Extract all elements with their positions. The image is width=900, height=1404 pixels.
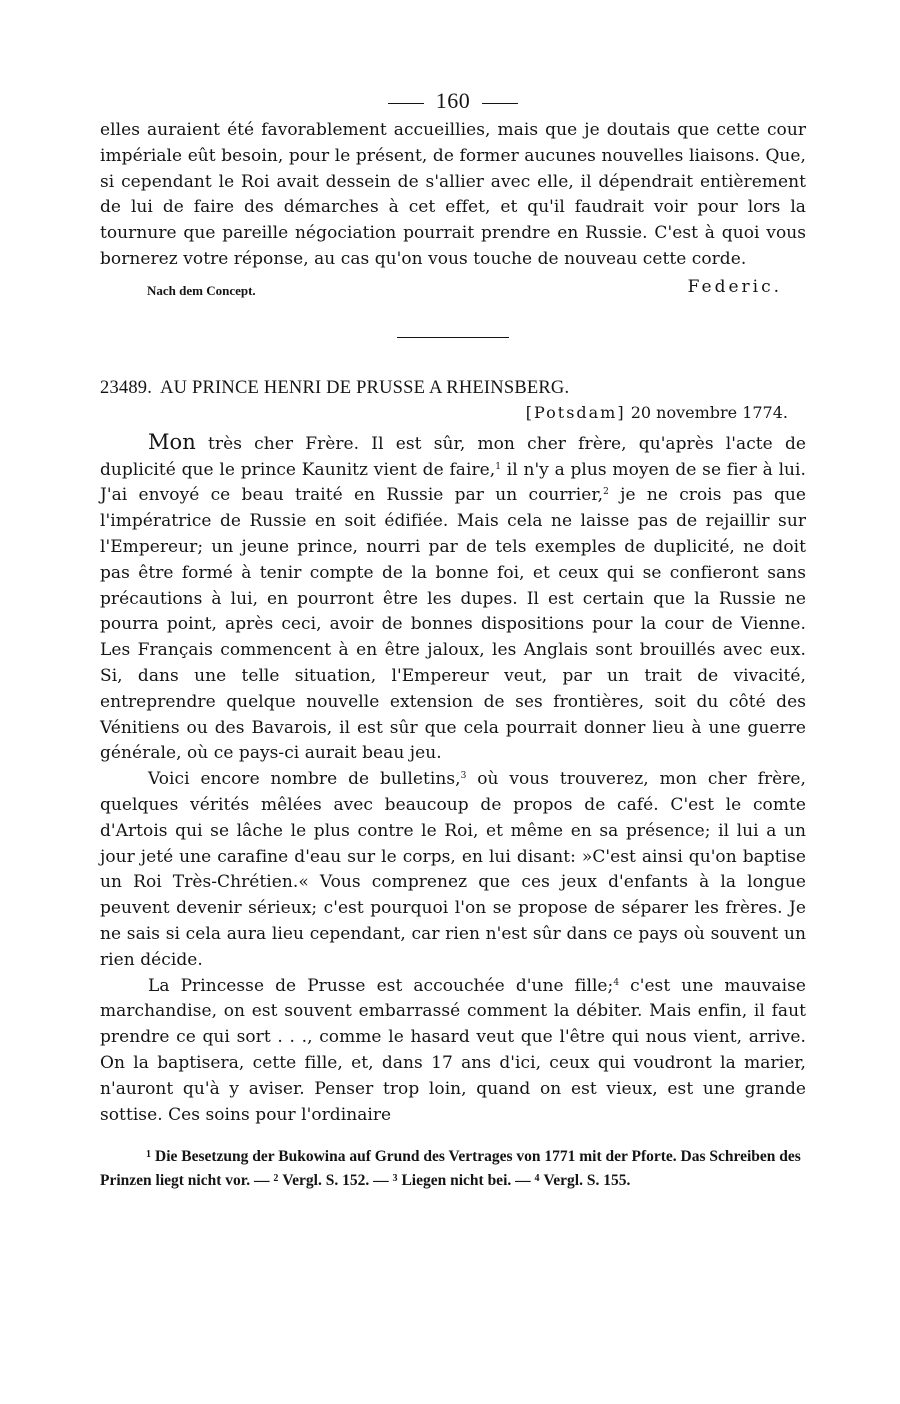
footnote-marker: 1: [146, 1149, 151, 1161]
paragraph-text: très cher Frère. Il est sûr, mon cher frère, qu'après l'acte de duplicité que le prince Kaunitz vient de faire,: [100, 433, 806, 480]
dateline-place: [Potsdam]: [525, 402, 626, 422]
header-rule-left: [388, 103, 424, 104]
footnotes: [100, 1144, 806, 1192]
entry-title: AU PRINCE HENRI DE PRUSSE A RHEINSBERG.: [160, 377, 570, 398]
footnote-marker: 4: [534, 1173, 540, 1185]
book-page: [100, 84, 806, 1192]
entry-number: 23489.: [100, 377, 153, 398]
paragraph-text: je ne crois pas que l'impératrice de Russie en soit édifiée. Mais cela ne laisse pas de rejaillir sur l'Empereur; un jeune prince, nourri par de tels exemples de duplicité, ne doit pas être formé à tenir compte de la bonne foi, et ceux qui se confieront sans précautions à lui, en pourront être les dupes. Il est certain que la Russie ne pourra point, après ceci, avoir de bonnes dispositions pour la cour de Vienne. Les Français commencent à en être jaloux, les Anglais sont brouillés avec eux. Si, dans une telle situation, l'Empereur veut, par un trait de vivacité, entreprendre quelque nouvelle extension de ses frontières, soit du côté des Vénitiens ou des Bavarois, il est sûr que cela pourrait donner lieu à une guerre générale, où ce pays-ci aurait beau jeu.: [100, 485, 806, 764]
paragraph-text: Voici encore nombre de bulletins,: [148, 769, 461, 790]
footnote-ref: 4: [613, 977, 620, 988]
paragraph-text: c'est une mauvaise marchandise, on est souvent embarrassé comment la débiter. Mais enfin, il faut prendre ce qui sort . . ., comme le hasard veut que l'être qui nous vient, arrive. On la baptisera, cette fille, et, dans 17 ans d'ici, ceux qui voudront la marier, n'auront qu'à y aviser. Penser trop loin, quand on est vieux, est une grande sottise. Ces soins pour l'ordinaire: [100, 975, 806, 1125]
footnote-text: Die Besetzung der Bukowina auf Grund des Vertrages von 1771 mit der Pforte. Das Schreiben des Prinzen liegt nicht vor. —: [100, 1148, 801, 1190]
footnote-block: [100, 1144, 806, 1192]
paragraph-text: La Princesse de Prusse est accouchée d'une fille;: [148, 975, 614, 996]
source-note: Nach dem Concept.: [147, 282, 256, 298]
footnote-text: Liegen nicht bei. —: [401, 1172, 531, 1190]
footnote-text: Vergl. S. 152. —: [282, 1172, 389, 1190]
running-header: [100, 84, 806, 118]
footnote-ref: 2: [603, 487, 609, 498]
footnote-ref: 3: [460, 771, 467, 782]
dateline-date: 20 novembre 1774.: [630, 402, 788, 422]
continuation-paragraph: elles auraient été favorablement accueillies, mais que je doutais que cette cour impériale eût besoin, pour le présent, de former aucunes nouvelles liaisons. Que, si cependant le Roi avait dessein de s'allier avec elle, il dépendrait entièrement de lui de faire des démarches à cet effet, et qu'il faudrait voir pour lors la tournure que pareille négociation pourrait prendre en Russie. C'est à quoi vous bornerez votre réponse, au cas qu'on vous touche de nouveau cette corde.: [100, 120, 806, 269]
paragraph-text: il n'y a plus moyen de se fier à lui. J'ai envoyé ce beau traité en Russie par un courrier,: [100, 459, 806, 506]
opening-word: Mon: [148, 429, 196, 454]
letter-paragraph-3: [100, 974, 806, 1129]
footnote-ref: 1: [495, 461, 501, 472]
entry-heading: [100, 376, 806, 400]
footnote-marker: 3: [392, 1173, 398, 1185]
section-divider: [397, 337, 509, 338]
paragraph-text: où vous trouverez, mon cher frère, quelques vérités mêlées avec beaucoup de propos de café. C'est le comte d'Artois qui se lâche le plus contre le Roi, et même en sa présence; il lui a un jour jeté une carafine d'eau sur le corps, en lui disant: »C'est ainsi qu'on baptise un Roi Très-Chrétien.« Vous comprenez que ces jeux d'enfants à la longue peuvent devenir sérieux; c'est pourquoi l'on se propose de séparer les frères. Je ne sais si cela aura lieu cependant, car rien n'est sûr dans ce pays où souvent un rien décide.: [100, 769, 806, 970]
header-rule-right: [482, 103, 518, 104]
letter-paragraph-1: [100, 430, 806, 767]
page-number: 160: [435, 88, 471, 113]
closing-line: [100, 277, 806, 307]
letter-paragraph-2: [100, 767, 806, 973]
dateline: [100, 400, 788, 426]
footnote-marker: 2: [273, 1173, 279, 1185]
footnote-text: Vergl. S. 155.: [543, 1172, 631, 1190]
signature: Federic.: [687, 276, 782, 297]
